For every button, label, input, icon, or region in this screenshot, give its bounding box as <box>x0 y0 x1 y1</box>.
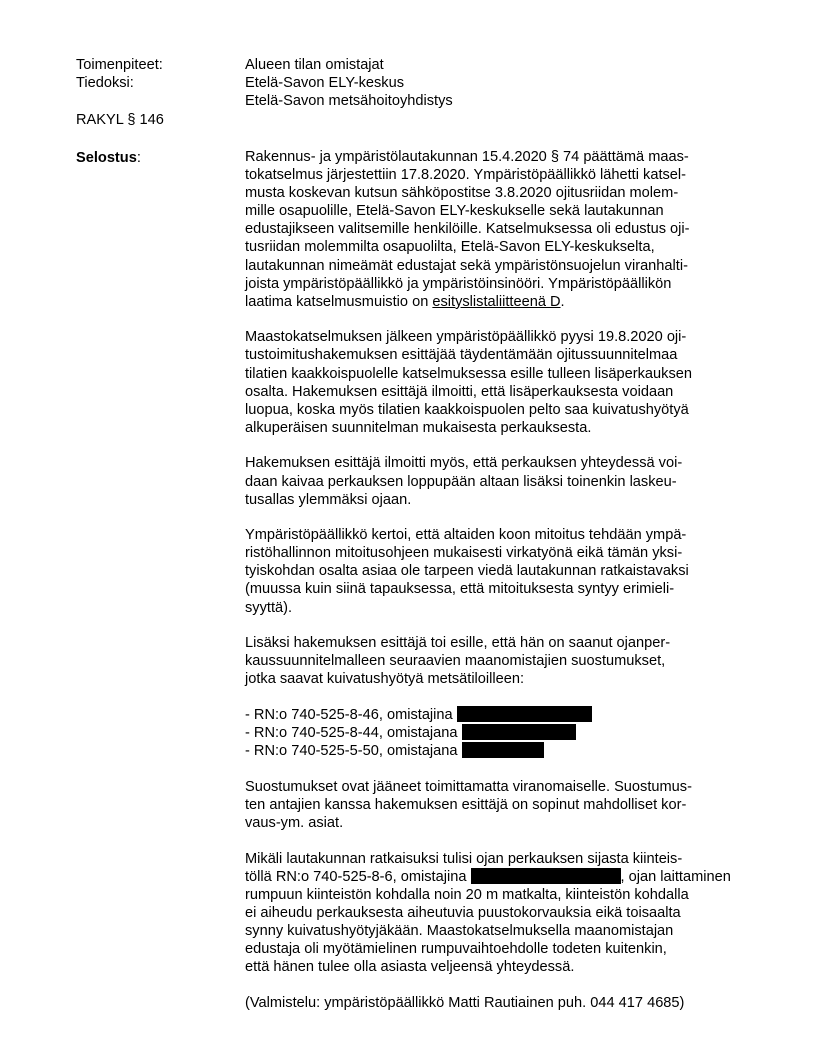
selostus-body <box>245 148 745 1029</box>
redaction-block <box>471 868 621 884</box>
text-line: Rakennus- ja ympäristölautakunnan 15.4.2020 § 74 päättämä maas- <box>245 149 689 165</box>
preparer-note <box>245 994 745 1012</box>
paragraph-7 <box>245 850 745 977</box>
text-line: alkuperäisen suunnitelman mukaisesta perkauksesta. <box>245 419 592 436</box>
text-fragment: , ojan laittaminen <box>620 868 731 885</box>
text-line: lautakunnan nimeämät edustajat sekä ympäristönsuojelun viranhalti- <box>245 257 688 274</box>
text-line: (muussa kuin siinä tapauksessa, että mitoituksesta syntyy erimieli- <box>245 581 675 598</box>
text-line: jotka saavat kuivatushyötyä metsätiloilleen: <box>245 671 525 688</box>
text-line <box>245 868 745 886</box>
redaction-block <box>462 724 576 740</box>
text-fragment: laatima katselmusmuistio on <box>245 293 433 310</box>
text-line: että hänen tulee olla asiasta veljeensä yhteydessä. <box>245 959 575 976</box>
text-line: Maastokatselmuksen jälkeen ympäristöpäällikkö pyysi 19.8.2020 oji- <box>245 329 687 346</box>
text-line: ristöhallinnon mitoitusohjeen mukaisesti virkatyönä eikä tämän yksi- <box>245 545 683 562</box>
text-line: kaussuunnitelmalleen seuraavien maanomistajien suostumukset, <box>245 653 666 670</box>
owner-list <box>245 706 745 760</box>
text-line: joista ympäristöpäällikkö ja ympäristöinsinööri. Ympäristöpäällikön <box>245 275 672 292</box>
text-fragment: töllä RN:o 740-525-8-6, omistajina <box>245 868 467 885</box>
text-line: edustajikseen valitsemille henkilöille. Katselmuksessa oli edustus oji- <box>245 221 690 238</box>
toimenpiteet-value: Alueen tilan omistajat <box>245 57 384 73</box>
redaction-block <box>457 706 592 722</box>
redaction-block <box>462 742 544 758</box>
text-line: tusriidan molemmilta osapuolilta, Etelä-Savon ELY-keskukselta, <box>245 239 655 256</box>
paragraph-5 <box>245 634 745 688</box>
text-line: (Valmistelu: ympäristöpäällikkö Matti Rautiainen puh. 044 417 4685) <box>245 994 685 1011</box>
paragraph-4 <box>245 526 745 616</box>
tiedoksi-value-1: Etelä-Savon ELY-keskus <box>245 75 404 91</box>
attachment-d-link[interactable]: esityslistaliitteenä D <box>432 293 561 310</box>
text-line: vaus-ym. asiat. <box>245 814 344 831</box>
list-item <box>245 706 745 724</box>
paragraph-2 <box>245 328 745 437</box>
text-line: musta koskevan kutsun sähköpostitse 3.8.2020 ojitusriidan molem- <box>245 185 679 202</box>
text-line: mille osapuolille, Etelä-Savon ELY-keskukselle sekä lautakunnan <box>245 203 664 220</box>
owner-entry: - RN:o 740-525-8-44, omistajana <box>245 725 458 742</box>
tiedoksi-value-2: Etelä-Savon metsähoitoyhdistys <box>245 93 453 109</box>
selostus-heading <box>76 149 141 167</box>
tiedoksi-label: Tiedoksi: <box>76 75 134 91</box>
selostus-label: Selostus <box>76 150 137 166</box>
text-line: rumpuun kiinteistön kohdalla noin 20 m matkalta, kiinteistön kohdalla <box>245 886 689 903</box>
text-line: ei aiheudu perkauksesta aiheutuvia puustokorvauksia eikä toisaalta <box>245 904 681 921</box>
text-line: luopua, koska myös tilatien kaakkoispuolen pelto saa kuivatushyötyä <box>245 401 689 418</box>
text-line: Ympäristöpäällikkö kertoi, että altaiden koon mitoitus tehdään ympä- <box>245 527 687 544</box>
text-line: syyttä). <box>245 599 293 616</box>
text-line: tusallas ylemmäksi ojaan. <box>245 491 412 508</box>
paragraph-3 <box>245 454 745 508</box>
paragraph-6 <box>245 778 745 832</box>
owner-entry: - RN:o 740-525-8-46, omistajina <box>245 706 453 723</box>
section-reference: RAKYL § 146 <box>76 112 164 128</box>
text-line: tokatselmus järjestettiin 17.8.2020. Ympäristöpäällikkö lähetti katsel- <box>245 167 687 184</box>
text-line: tyiskohdan osalta asiaa ole tarpeen viedä lautakunnan ratkaistavaksi <box>245 563 689 580</box>
text-line: tilatien kaakkoispuolelle katselmuksessa esille tulleen lisäperkauksen <box>245 365 692 382</box>
list-item <box>245 742 745 760</box>
text-line: osalta. Hakemuksen esittäjä ilmoitti, että lisäperkauksesta voidaan <box>245 383 674 400</box>
toimenpiteet-label: Toimenpiteet: <box>76 57 163 73</box>
text-line: tustoimitushakemuksen esittäjää täydentämään ojitussuunnitelmaa <box>245 347 678 364</box>
text-line: Mikäli lautakunnan ratkaisuksi tulisi ojan perkauksen sijasta kiinteis- <box>245 850 683 867</box>
list-item <box>245 724 745 742</box>
text-line: daan kaivaa perkauksen loppupään altaan lisäksi toinenkin laskeu- <box>245 473 677 490</box>
text-line <box>245 293 745 311</box>
text-line: edustaja oli myötämielinen rumpuvaihtoehdolle todeten kuitenkin, <box>245 940 667 957</box>
text-line: Hakemuksen esittäjä ilmoitti myös, että perkauksen yhteydessä voi- <box>245 455 683 472</box>
text-line: Suostumukset ovat jääneet toimittamatta viranomaiselle. Suostumus- <box>245 778 692 795</box>
text-line: Lisäksi hakemuksen esittäjä toi esille, että hän on saanut ojanper- <box>245 635 671 652</box>
text-fragment: . <box>560 293 565 310</box>
text-line: ten antajien kanssa hakemuksen esittäjä on sopinut mahdolliset kor- <box>245 796 687 813</box>
selostus-colon: : <box>136 150 141 166</box>
text-line: synny kuivatushyötyjäkään. Maastokatselmuksella maanomistajan <box>245 922 674 939</box>
paragraph-1 <box>245 148 745 311</box>
owner-entry: - RN:o 740-525-5-50, omistajana <box>245 743 458 760</box>
